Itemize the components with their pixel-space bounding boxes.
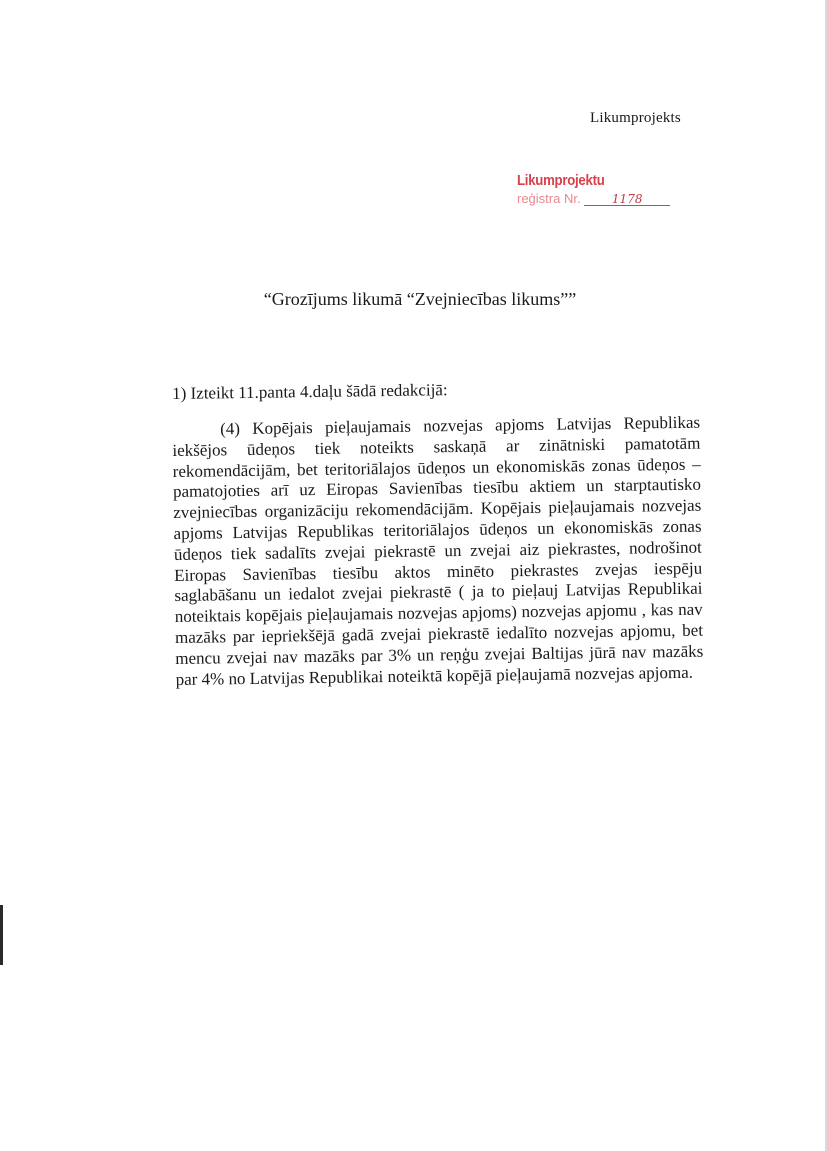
stamp-registry-number: 1178	[584, 193, 670, 206]
scan-edge-mark	[0, 905, 3, 965]
document-type-label: Likumprojekts	[590, 110, 681, 126]
registry-stamp	[517, 172, 697, 207]
document-title: “Grozījums likumā “Zvejniecības likums””	[263, 289, 577, 309]
stamp-title: Likumprojektu	[517, 172, 605, 189]
stamp-registry-label: reģistra Nr.	[517, 191, 581, 206]
amendment-item-heading: 1) Izteikt 11.panta 4.daļu šādā redakcijā:	[172, 380, 448, 403]
stamp-registry-line	[517, 191, 697, 207]
amendment-paragraph: (4) Kopējais pieļaujamais nozvejas apjoms Latvijas Republikas iekšējos ūdeņos tiek noteikts saskaņā ar zinātniski pamatotām rekomendācijām, bet teritoriālajos ūdeņos un ekonomiskās zonas ūdeņos – pamatojoties arī uz Eiropas Savienības tiesību aktiem un starptautisko zvejniecības organizāciju rekomendācijām. Kopējais pieļaujamais nozvejas apjoms Latvijas Republikas teritoriālajos ūdeņos un ekonomiskās zonas ūdeņos tiek sadalīts zvejai piekrastē un zvejai aiz piekrastes, nodrošinot Eiropas Savienības tiesību aktos minēto piekrastes zvejas iespēju saglabāšanu un iedalot zvejai piekrastē ( ja to pieļauj Latvijas Republikai noteiktais kopējais pieļaujamais nozvejas apjoms) nozvejas apjomu , kas nav mazāks par iepriekšējā gadā zvejai piekrastē iedalīto nozvejas apjomu, bet mencu zvejai nav mazāks par 3% un reņģu zvejai Baltijas jūrā nav mazāks par 4% no Latvijas Republikai noteiktā kopējā pieļaujamā nozvejas apjoma.	[172, 412, 704, 689]
